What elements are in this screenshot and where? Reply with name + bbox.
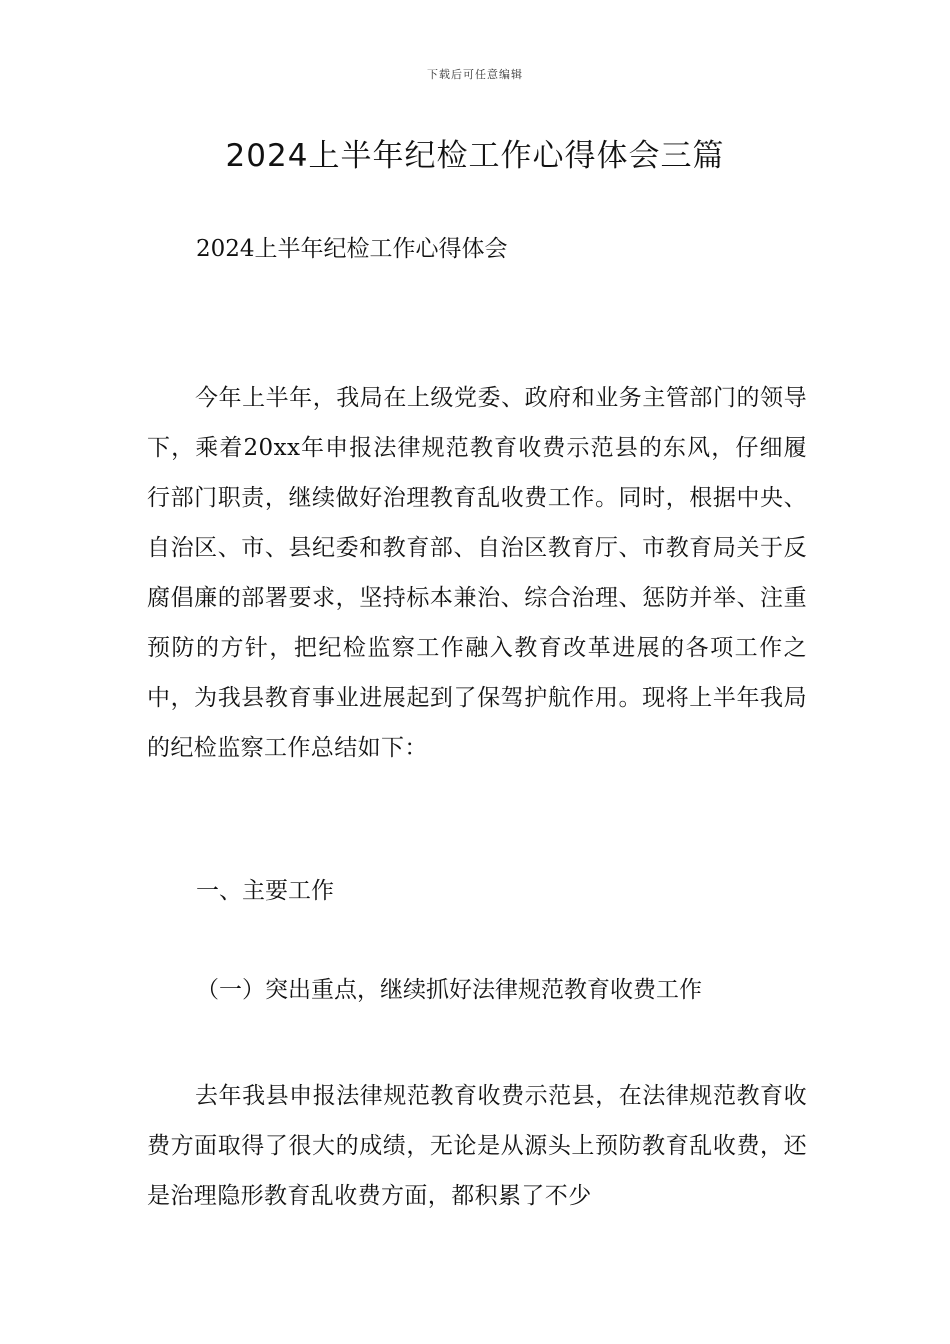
body-paragraph: 去年我县申报法律规范教育收费示范县，在法律规范教育收费方面取得了很大的成绩，无论是从源头上预防教育乱收费，还是治理隐形教育乱收费方面，都积累了不少 [147,1083,807,1209]
sub-heading: （一）突出重点，继续抓好法律规范教育收费工作 [196,977,702,1003]
body-paragraph: 今年上半年，我局在上级党委、政府和业务主管部门的领导下，乘着20xx年申报法律规范教育收费示范县的东风，仔细履行部门职责，继续做好治理教育乱收费工作。同时，根据中央、自治区、市、县纪委和教育部、自治区教育厅、市教育局关于反腐倡廉的部署要求，坚持标本兼治、综合治理、惩防并举、注重预防的方针，把纪检监察工作融入教育改革进展的各项工作之中，为我县教育事业进展起到了保驾护航作用。现将上半年我局的纪检监察工作总结如下： [147,385,807,761]
header-note: 下载后可任意编辑 [427,68,523,81]
document-title: 2024上半年纪检工作心得体会三篇 [225,138,725,174]
section-heading: 一、主要工作 [196,878,334,904]
document-subtitle: 2024上半年纪检工作心得体会 [196,236,508,262]
